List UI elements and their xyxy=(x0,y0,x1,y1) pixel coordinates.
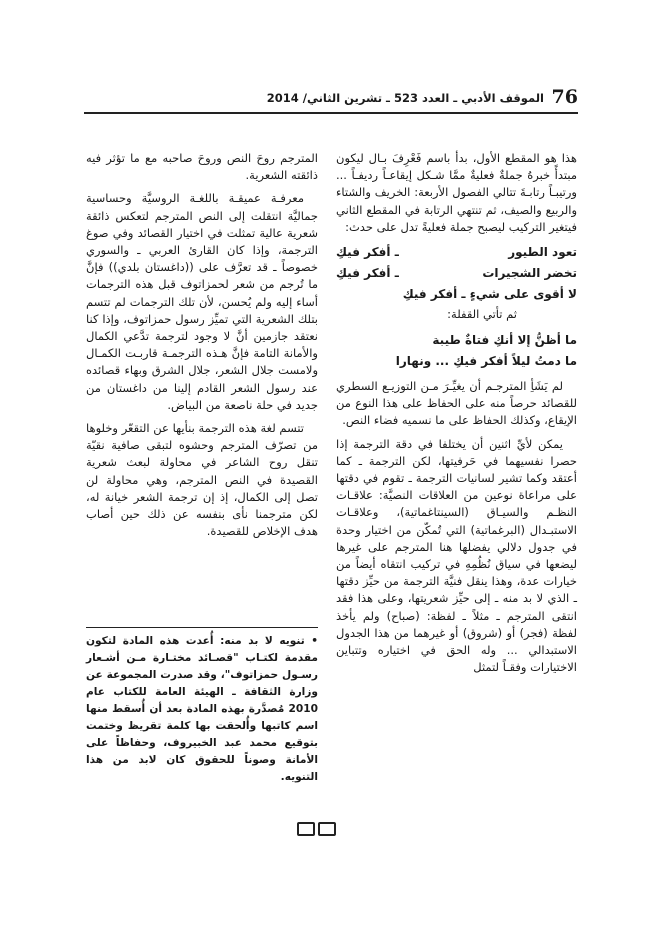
paragraph: هذا هو المقطع الأول، بدأ باسم فَعْرِفَ بـال ليكون مبتدأً خبرهُ جملةٌ فعليةٌ ممَّا شـكل إيقاعـاً رديفـاً ... ورتيبـاً رتابـةَ تتالي الفصول الأربعة: الخريف والشتاء والربيع والصيف، ثم تنتهي الرتابة في المقطع الثاني فيتغير التركيب ليصبح جملة فعليةً تدل على حدث: xyxy=(336,151,577,234)
paragraph: معرفـة عميقـة باللغـة الروسيَّة وحساسية جماليَّة انتقلت إلى النص المترجم لتعكس ذائقة شعرية عالية تمثلت في اختيار القصائد وفي صوغ الترجمة، وإذا كان القارئ العربي ـ والسوري خصوصاً ـ قد تعرَّف على ((داغستان بلدي)) فإنَّ ما تُرجم من شعر لحمزاتوف قبل هذه الترجمات أساء إليه ولم يُحسن، لأن تلك الترجمات لم تتسم بتلك الشعرية التي تميِّز رسول حمزاتوف، وإذا كنا نعتقد جازمين أنَّ لا وجود لترجمة تدَّعي الكمال والأمانة التامة فإنَّ هـذه الترجمـة قاربـت الكمـال ولامست جلال الشعر، جلال الشرق وبهاء قصائده عند رسول الشعر القادم إلينا من داغستان من جديد في حلة ناصعة من البياض. xyxy=(86,191,318,412)
footnote: • تنويه لا بد منه: أُعدت هذه المادة لتكون مقدمة لكتـاب "قصـائد مختـارة مـن أشـعار رسـول حمزاتوف"، وقد صدرت المجموعة عن وزارة الثقافة ـ الهيئة العامة للكتاب عام 2010 مُصدَّرة بهذه المادة بعد أن أُسقط منها اسم كاتبها وأُلحقت بها كلمة تقريظ وختمت بتوقيع محمد عبد الخبيروف، وحفاظاً على الأمانة وصوناً للحقوق كان لابد من هذا التنويه. xyxy=(86,635,318,783)
page-header xyxy=(84,86,578,110)
poem-line-refrain: ـ أفكر فيكِ xyxy=(336,245,399,260)
poem-line xyxy=(336,242,577,263)
closing-intro: ثم تأتي القفلة: xyxy=(447,307,517,322)
right-column xyxy=(336,150,577,682)
poem-line: لا أقوى على شيءٍ ـ أفكر فيكِ xyxy=(402,287,577,302)
poem-line-refrain: ـ أفكر فيكِ xyxy=(336,266,399,281)
poem-line-text: تخضر الشجيرات xyxy=(482,266,577,281)
footnote-rule xyxy=(86,627,318,628)
running-head: الموقف الأدبي ـ العدد 523 ـ تشرين الثاني/ 2014 xyxy=(266,91,544,105)
double-square-end-mark-icon xyxy=(297,822,337,838)
poem-line-text: تعود الطيور xyxy=(508,245,577,260)
square-icon xyxy=(297,822,315,836)
page-number: 76 xyxy=(551,86,578,108)
square-icon xyxy=(318,822,336,836)
poem-line: ما أظنُّ إلا أنكِ فتاةٌ طيبة xyxy=(432,333,577,348)
paragraph: تتسم لغة هذه الترجمة بنأيها عن التقعّر وخلوها من تصرّف المترجم وحشوه لتبقى صافية نقيّة تنقل روح الشاعر في محاولة لبعث شعرية القصيدة في النص المترجم، وهي محاولة لن تصل إلى الكمال، إذ إن ترجمة الشعر خيانة له، لكن مترجمنا نأى بنفسه عن ذلك حين أصاب هدف الإخلاص للقصيدة. xyxy=(86,421,318,539)
paragraph: المترجم روحَ النص وروحَ صاحبه مع ما تؤثر فيه ذائقته الشعرية. xyxy=(86,151,318,183)
header-rule xyxy=(84,112,578,114)
poem-line xyxy=(336,263,577,284)
poem-line: ما دمتُ ليلاً أفكر فيكِ ... ونهارا xyxy=(395,354,577,369)
paragraph: لم يَشَأِ المترجـم أن يغيِّـرَ مـن التوزيـع السطري للقصائد حرصاً منه على الحفاظ على هذا النوع من الإيقاع، وكذلك الحفاظ على ما نسميه فضاء النص. xyxy=(336,379,577,428)
paragraph: يمكن لأيِّ اثنين أن يختلفا في دقة الترجمة إذا حصرا نفسيهما في حَرفيتها، لكن الترجمة ـ كما أعتقد وكما تشير لسانيات الترجمة ـ تقوم في دقتها على مراعاة نوعين من العلاقات النصيَّة: علاقـات النظـم والسيـاق (السينتاغماتية)، وعلاقـات الاستبـدال (البرغماتية) التي تُمكّن من اختيار وحدة في جدول دلالي يفضلها هنا المترجم على غيرها ليضعها في سياق نُظُمِهِ في تركيب انتقاه أيضاً من خيارات عدة، وهذا ينقل فنيَّة الترجمة من حيِّز دقتها ـ الذي لا بد منه ـ إلى حيِّز شعريتها، وعلى هذا فقد انتقى المترجم ـ مثلاً ـ لفظة: (صباح) ولم يأخذ لفظة (فجر) أو (شروق) أو غيرهما من هذا الجدول الاستبدالي ... وله الحق في اختياره وتتباين الاختيارات وفقـاً لتمثل xyxy=(336,436,577,675)
left-column xyxy=(86,150,318,546)
